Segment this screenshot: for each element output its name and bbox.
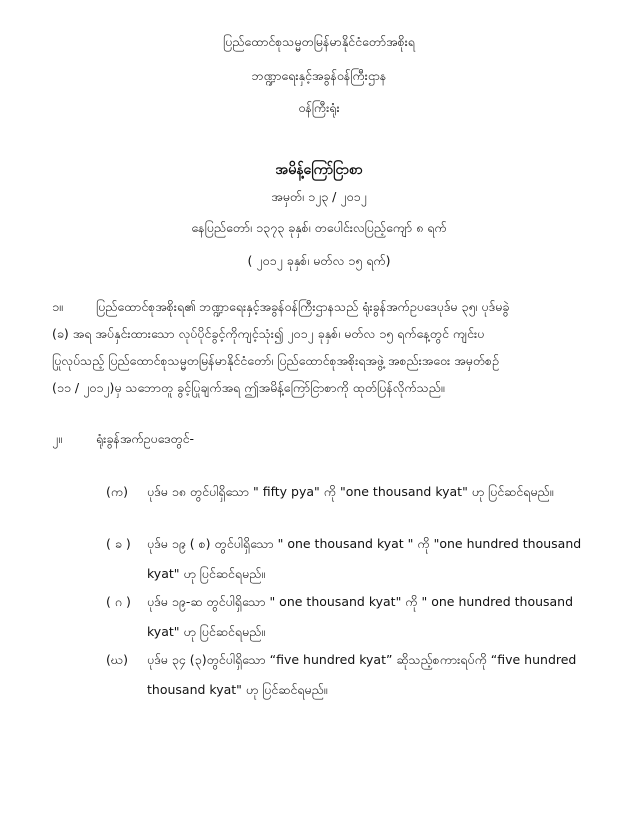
item-text [147,645,576,705]
paragraph-1-line: (၁၁ / ၂၀၁၂)မှ သဘောတူ ခွင့်ပြုချက်အရ ဤအမိန့်ကြော်ငြာစာကို ထုတ်ပြန်လိုက်သည်။ [52,380,445,395]
notification-title: အမိန့်ကြော်ငြာစာ [275,162,363,178]
item-line: ပုဒ်မ ၁၈ တွင်ပါရှိသော " fifty pya" ကို "one thousand kyat" ဟု ပြင်ဆင်ရမည်။ [147,484,554,499]
paragraph-1-line: (ခ) အရ အပ်နှင်းထားသော လုပ်ပိုင်ခွင့်ကိုကျင့်သုံး၍ ၂၀၁၂ ခုနှစ်၊ မတ်လ ၁၅ ရက်နေ့တွင် ကျင်းပ [52,326,485,341]
notification-gregorian-date: ( ၂၀၁၂ ခုနှစ်၊ မတ်လ ၁၅ ရက်) [247,253,391,268]
header-office: ဝန်ကြီးရုံး [298,100,340,115]
paragraph-1-number: ၁။ [52,299,63,314]
header-government: ပြည်ထောင်စုသမ္မတမြန်မာနိုင်ငံတော်အစိုးရ [223,34,415,49]
notification-place-date: နေပြည်တော်၊ ၁၃၇၃ ခုနှစ်၊ တပေါင်းလပြည့်ကျော် ၈ ရက် [191,220,447,235]
item-line: ပုဒ်မ ၃၄ (၃)တွင်ပါရှိသော “five hundred kyat” ဆိုသည့်စကားရပ်ကို “five hundred [147,652,577,667]
item-marker: (ဃ) [106,652,128,667]
notification-number: အမှတ်၊ ၁၂၃ / ၂၀၁၂ [271,189,367,204]
item-line: ပုဒ်မ ၁၉ ( စ) တွင်ပါရှိသော " one thousand kyat " ကို "one hundred thousand [147,536,582,551]
paragraph-2-number: ၂။ [52,431,62,446]
item-line: kyat" ဟု ပြင်ဆင်ရမည်။ [147,566,266,581]
item-line: ပုဒ်မ ၁၉-ဆ တွင်ပါရှိသော " one thousand kyat" ကို " one hundred thousand [147,594,574,609]
item-line: kyat" ဟု ပြင်ဆင်ရမည်။ [147,624,266,639]
item-text [147,529,581,589]
item-text [147,477,553,507]
paragraph-1 [52,293,586,401]
paragraph-2-intro: ရုံးခွန်အက်ဥပဒေတွင်- [96,431,195,446]
item-marker: ( ဂ ) [106,594,131,609]
paragraph-1-line: ပြုလုပ်သည့် ပြည်ထောင်စုသမ္မတမြန်မာနိုင်ငံတော်၊ ပြည်ထောင်စုအစိုးရအဖွဲ့ အစည်းအဝေး အမှတ်စဉ် [52,353,499,368]
item-marker: (က) [106,484,128,499]
paragraph-1-line: ပြည်ထောင်စုအစိုးရ၏ ဘဏ္ဍာရေးနှင့်အခွန်ဝန်ကြီးဌာနသည် ရုံးခွန်အက်ဥပဒေပုဒ်မ ၃၅၊ ပုဒ်မခွဲ [96,299,510,314]
item-line: thousand kyat" ဟု ပြင်ဆင်ရမည်။ [147,682,328,697]
item-text [147,587,573,647]
item-marker: ( ခ ) [106,536,131,551]
header-ministry: ဘဏ္ဍာရေးနှင့်အခွန်ဝန်ကြီးဌာန [251,68,387,83]
